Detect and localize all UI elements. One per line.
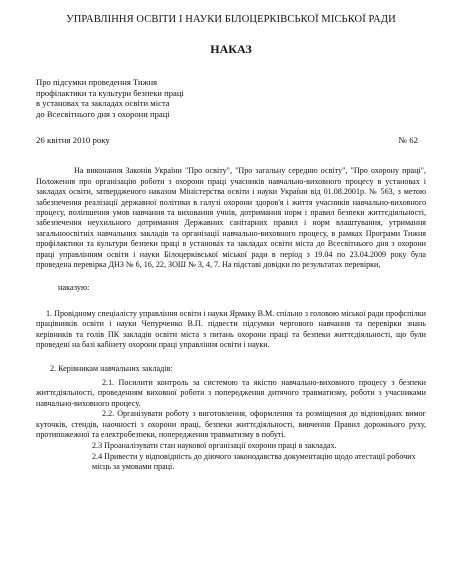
subject-line: Про підсумки проведення Тижня [36,77,158,87]
subject-line: профілактики та культури безпеки праці [36,87,184,98]
date-line [36,135,426,145]
document-title: НАКАЗ [210,42,252,56]
order-subitem-2-4: 2.4 Привести у відповідність до діючого законодавства документацію щодо атестації робочих місць за умовами праці. [92,451,416,472]
order-subitem-2-3: 2.3 Проаналізувати стан наукової організації охорони праці в закладах. [92,441,337,451]
order-item-1: 1. Провідному спеціалісту управління освіти і науки Ярмаку В.М. спільно з головою міської ради профспілки працівників освіти і науки Чепурченко В.П. підвести підсумки чергового навчання та перевірки знань керівників та голів ПК закладів освіти міста з питань охорони праці та безпеки життєдіяльності, що були проведені на базі кабінету охорони праці управління освіти і науки. [36,308,426,350]
order-body [36,166,426,472]
order-date: 26 квітня 2010 року [36,135,110,146]
subject-line: в установах та закладах освіти міста [36,98,170,109]
order-item-2: 2. Керівникам навчальних закладів: [50,364,173,374]
subject-line: до Всесвітнього дня з охорони праці [36,108,170,119]
order-subitem-2-2: 2.2. Організувати роботу з виготовлення, оформлення та розміщення до відповідних вимог куточків, стендів, наочності з охорони праці, безпеки життєдіяльності, вивчення Правил дорожнього руху, протипожежної та електробезпеки, попередження травматизму в побуті. [36,409,426,439]
preamble-paragraph: На виконання Законів України "Про освіту", "Про загальну середню освіту", "Про охорону праці", Положення про організацію роботи з охорони праці учасників навчально-виховного процесу в установах і закладах освіти, затвердженого наказом Міністерства освіти і науки України від 01.08.2001р. № 563, з метою забезпечення реалізації державної політики в галузі охорони здоров'я і життя учасників навчально-виховного процесу, поліпшення умов навчання та виховання учнів, дотримання норм і правил безпеки життєдіяльності, забезпечення неухильного дотримання Державних санітарних правил і норм влаштування, утримання загальноосвітніх навчальних закладів та організації навчально-виховного процесу, в рамках Програми Тижня профілактики та культури безпеки праці в установах та закладах освіти міста до Всесвітнього дня з охорони праці управлінням освіти і науки Білоцерківської міської ради в період з 19.04 по 23.04.2009 року була проведена перевірка ДНЗ № 6, 16, 22, ЗОШ № 3, 4, 7. На підставі довідки по результатах перевірки, [36,166,426,270]
order-subject [36,77,426,119]
organization-header: УПРАВЛІННЯ ОСВІТИ І НАУКИ БІЛОЦЕРКІВСЬКОЇ МІСЬКОЇ РАДИ [66,14,396,25]
order-word: наказую: [58,283,90,293]
order-number: № 62 [398,135,418,146]
order-subitem-2-1: 2.1. Посилити контроль за системою та якістю навчально-виховного процесу з безпеки життєдіяльності, проведенням виховної роботи з попередження дитячого травматизму, роботи з учасниками навчально-виховного процесу. [36,377,426,408]
